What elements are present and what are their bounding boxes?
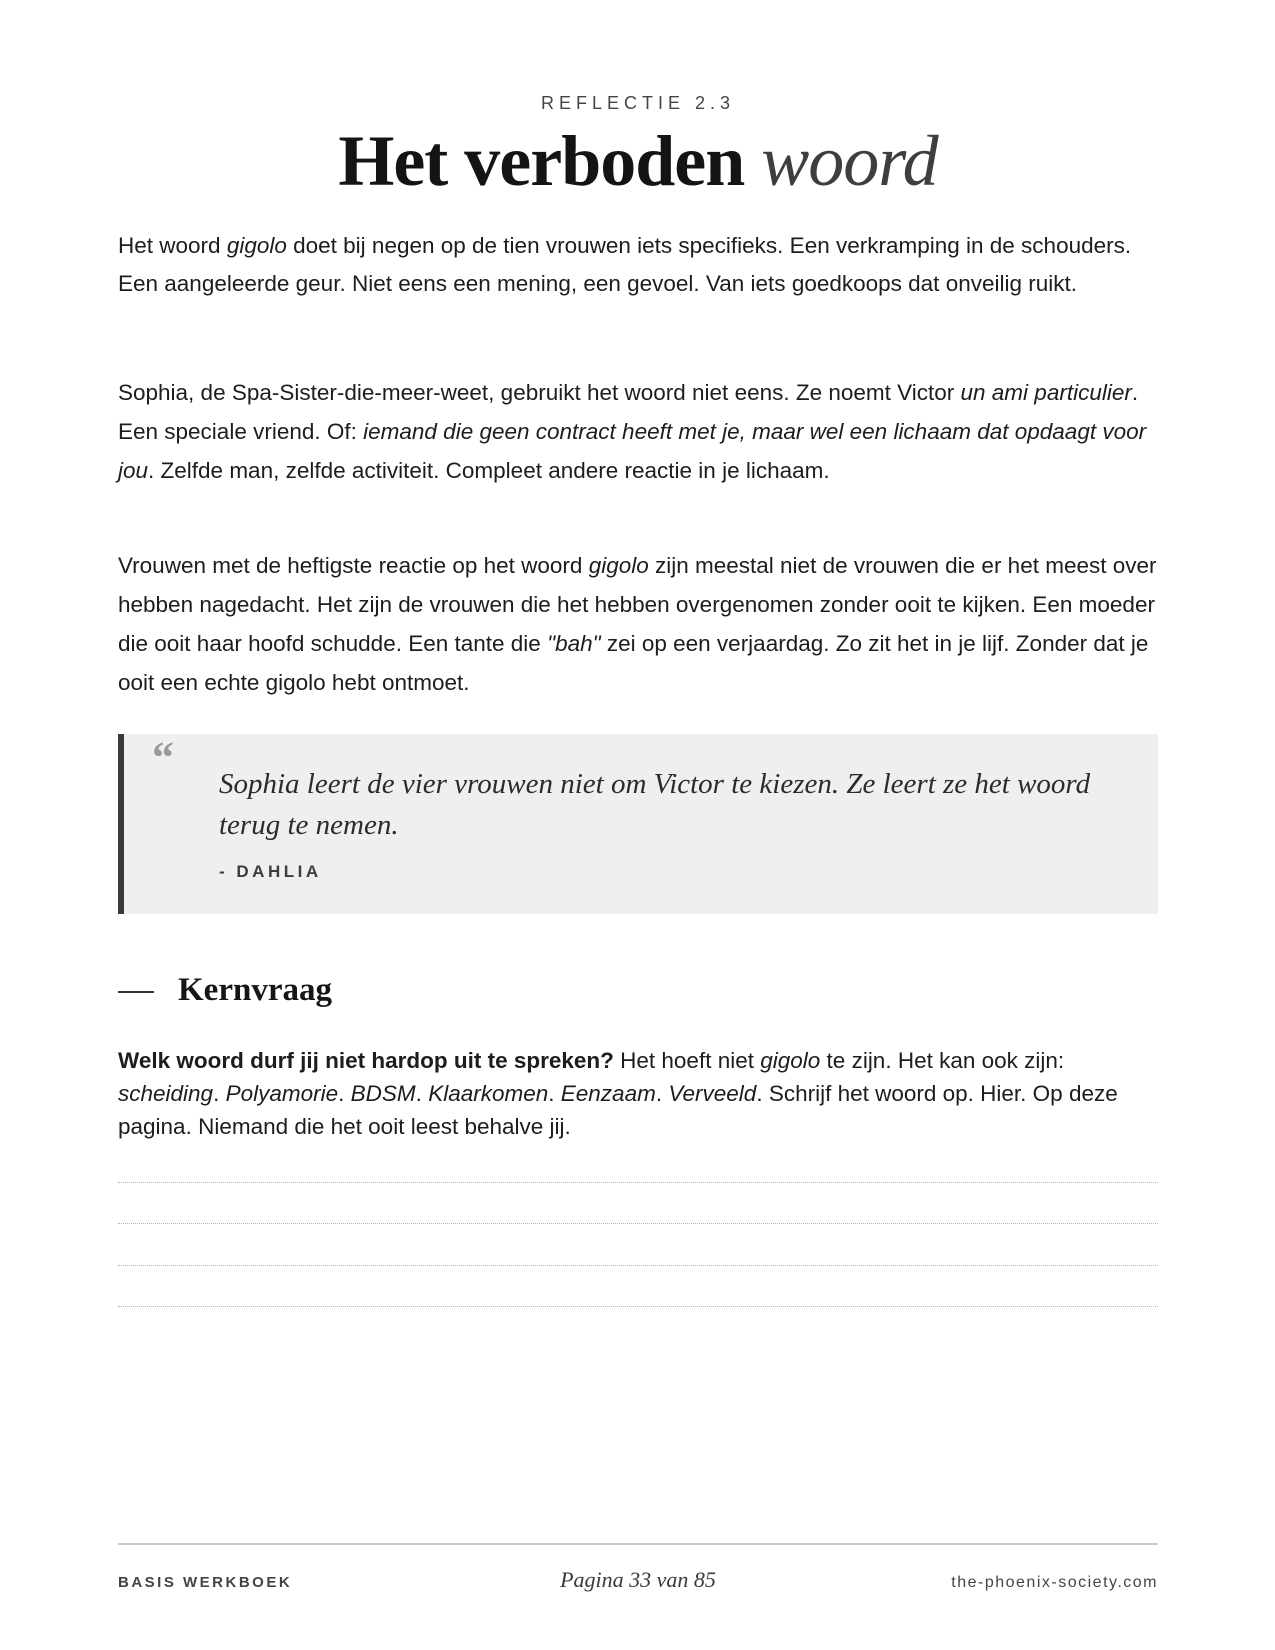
text-run: Het hoeft niet: [613, 1048, 761, 1073]
section-title: Kernvraag: [178, 972, 332, 1008]
quote-text: Sophia leert de vier vrouwen niet om Victor te kiezen. Ze leert ze het woord terug te nemen.: [219, 768, 1091, 841]
footer-book-title: BASIS WERKBOEK: [118, 1574, 293, 1591]
bold-text: Welk woord durf jij niet hardop uit te spreken?: [118, 1048, 614, 1073]
core-question: [118, 1044, 1158, 1143]
footer-website-link[interactable]: the-phoenix-society.com: [951, 1574, 1158, 1591]
text-run: . Schrijf het woord op. Hier. Op deze pagina. Niemand die het ooit leest behalve jij.: [118, 1081, 1118, 1139]
emphasis-text: BDSM: [350, 1081, 416, 1106]
emphasis-text: scheiding: [118, 1081, 214, 1106]
paragraph-1: [118, 227, 1158, 303]
emphasis-text: gigolo: [760, 1048, 821, 1073]
writing-line[interactable]: [118, 1265, 1158, 1266]
emphasis-text: gigolo: [588, 553, 649, 578]
writing-line[interactable]: [118, 1182, 1158, 1183]
quote-mark-icon: “: [152, 733, 174, 782]
text-run: . Een speciale vriend. Of:: [118, 380, 1139, 444]
emphasis-text: Eenzaam: [560, 1081, 656, 1106]
text-run: zei op een verjaardag. Zo zit het in je lijf. Zonder dat je ooit een echte gigolo hebt ontmoet.: [118, 631, 1149, 695]
text-run: Sophia, de Spa-Sister-die-meer-weet, gebruikt het woord niet eens. Ze noemt Victor: [118, 380, 961, 405]
writing-line[interactable]: [118, 1306, 1158, 1307]
emphasis-text: iemand die geen contract heeft met je, maar wel een lichaam dat opdaagt voor jou: [118, 419, 1147, 483]
text-run: .: [548, 1081, 561, 1106]
section-eyebrow: REFLECTIE 2.3: [540, 93, 736, 113]
text-run: .: [415, 1081, 429, 1106]
text-run: Het woord: [118, 233, 227, 258]
page-title: [118, 118, 1158, 204]
text-run: zijn meestal niet de vrouwen die er het meest over hebben nagedacht. Het zijn de vrouwen die het hebben overgenomen zonder ooit te kijken. Een moeder die ooit haar hoofd schudde. Een tante die: [118, 553, 1157, 656]
title-accent: woord: [761, 121, 938, 201]
text-run: te zijn. Het kan ook zijn:: [820, 1048, 1065, 1073]
paragraph-2: [118, 373, 1158, 490]
text-run: .: [213, 1081, 226, 1106]
emphasis-text: Klaarkomen: [428, 1081, 549, 1106]
emphasis-text: "bah": [547, 631, 601, 656]
pull-quote: [118, 734, 1158, 914]
text-run: doet bij negen op de tien vrouwen iets specifieks. Een verkramping in de schouders. Een aangeleerde geur. Niet eens een mening, een gevoel. Van iets goedkoops dat onveilig ruikt.: [118, 233, 1132, 296]
writing-line[interactable]: [118, 1223, 1158, 1224]
emphasis-text: Polyamorie: [225, 1081, 339, 1106]
emphasis-text: un ami particulier: [960, 380, 1132, 405]
emphasis-text: gigolo: [226, 233, 287, 258]
title-main: Het verboden: [338, 121, 762, 201]
footer-divider: [118, 1543, 1158, 1545]
quote-author: - DAHLIA: [219, 862, 322, 881]
paragraph-3: [118, 546, 1158, 702]
text-run: .: [655, 1081, 669, 1106]
emphasis-text: Verveeld: [668, 1081, 757, 1106]
text-run: Vrouwen met de heftigste reactie op het woord: [118, 553, 589, 578]
text-run: .: [338, 1081, 351, 1106]
section-dash: [118, 991, 154, 993]
footer-page-number: Pagina 33 van 85: [560, 1567, 716, 1592]
text-run: . Zelfde man, zelfde activiteit. Compleet andere reactie in je lichaam.: [148, 458, 830, 483]
